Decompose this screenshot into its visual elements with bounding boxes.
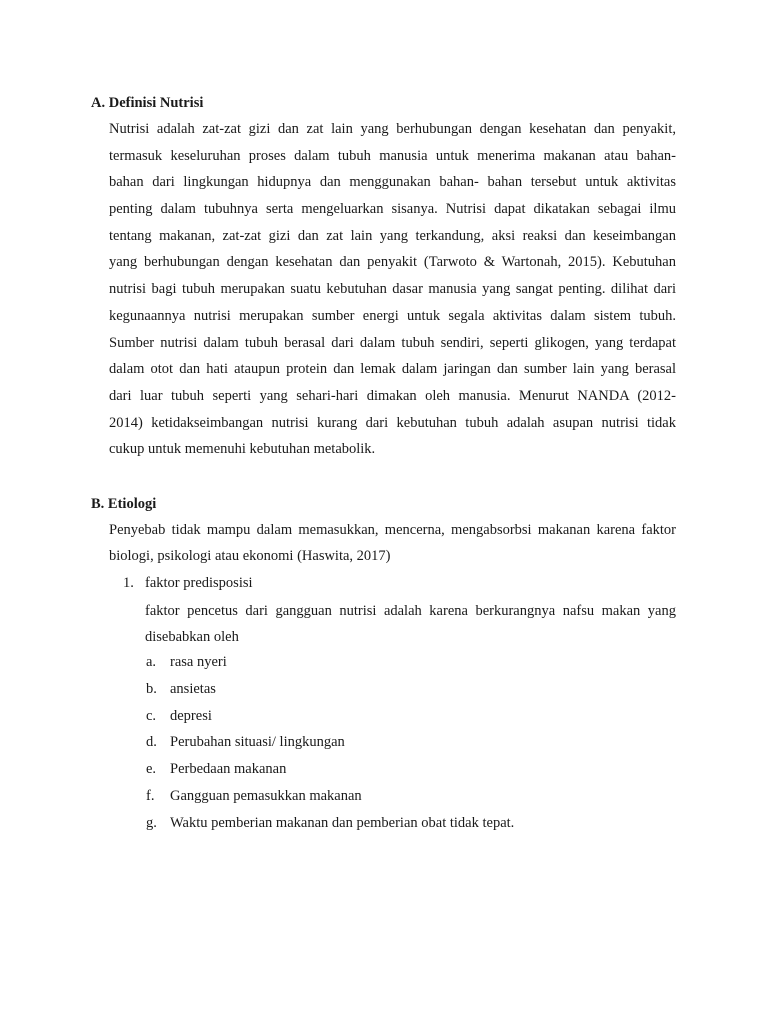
paragraph-line: penting dalam tubuhnya serta mengeluarkan sisanya. Nutrisi dapat dikatakan sebagai ilmu <box>109 201 676 218</box>
paragraph-line: 2014) ketidakseimbangan nutrisi kurang dari kebutuhan tubuh adalah asupan nutrisi tidak <box>109 414 676 431</box>
sub-marker: a. <box>146 654 157 670</box>
list-number: 1. <box>123 575 134 591</box>
sub-marker: g. <box>146 814 157 831</box>
section-b-heading-text: B. Etiologi <box>91 496 157 512</box>
intro-line: Penyebab tidak mampu dalam memasukkan, mencerna, mengabsorbsi makanan karena faktor <box>109 522 676 538</box>
paragraph-line: kegunaannya nutrisi merupakan sumber energi untuk segala aktivitas dalam sistem tubuh. <box>109 307 676 324</box>
paragraph-line: cukup untuk memenuhi kebutuhan metabolik. <box>109 441 376 458</box>
intro-line: biologi, psikologi atau ekonomi (Haswita, 2017) <box>109 548 391 564</box>
sub-marker: c. <box>146 707 157 724</box>
paragraph-line: tentang makanan, zat-zat gizi dan zat lain yang terkandung, aksi reaksi dan keseimbangan <box>109 227 676 244</box>
body-line: faktor pencetus dari gangguan nutrisi adalah karena berkurangnya nafsu makan yang <box>145 603 676 619</box>
sub-marker: b. <box>146 680 157 697</box>
section-a-paragraph <box>109 116 676 463</box>
section-b-intro <box>109 517 676 569</box>
paragraph-line: yang berhubungan dengan kesehatan dan penyakit (Tarwoto & Wartonah, 2015). Kebutuhan <box>109 254 676 271</box>
list-item-title: faktor predisposisi <box>145 575 253 591</box>
sub-marker: f. <box>146 787 155 804</box>
sub-text: Gangguan pemasukkan makanan <box>170 787 362 804</box>
list-item-1-body <box>145 598 676 650</box>
sub-text: depresi <box>170 707 212 724</box>
sub-text: Perbedaan makanan <box>170 761 287 778</box>
paragraph-line: dari luar tubuh seperti yang sehari-hari dimakan oleh manusia. Menurut NANDA (2012- <box>109 387 676 404</box>
sub-text: Perubahan situasi/ lingkungan <box>170 734 345 751</box>
paragraph-line: bahan dari lingkungan hidupnya dan menggunakan bahan- bahan tersebut untuk aktivitas <box>109 174 676 191</box>
sub-marker: d. <box>146 734 157 751</box>
paragraph-line: Sumber nutrisi dalam tubuh berasal dari dalam tubuh sendiri, seperti glikogen, yang terdapat <box>109 334 676 351</box>
paragraph-line: dalam otot dan hati ataupun protein dan lemak dalam jaringan dan sumber lain yang berasal <box>109 361 676 378</box>
section-b-heading <box>91 497 156 512</box>
paragraph-line: Nutrisi adalah zat-zat gizi dan zat lain yang berhubungan dengan kesehatan dan penyakit, <box>109 121 676 137</box>
section-a-heading-text: A. Definisi Nutrisi <box>91 95 204 111</box>
sub-text: ansietas <box>170 680 216 697</box>
sub-text: rasa nyeri <box>170 654 227 670</box>
section-a-heading <box>91 96 203 111</box>
sub-marker: e. <box>146 761 157 778</box>
paragraph-line: termasuk keseluruhan proses dalam tubuh manusia untuk menerima makanan atau bahan- <box>109 147 676 164</box>
paragraph-line: nutrisi bagi tubuh merupakan suatu kebutuhan dasar manusia yang sangat penting. dilihat dari <box>109 281 676 298</box>
body-line: disebabkan oleh <box>145 629 239 645</box>
sub-text: Waktu pemberian makanan dan pemberian obat tidak tepat. <box>170 814 515 831</box>
